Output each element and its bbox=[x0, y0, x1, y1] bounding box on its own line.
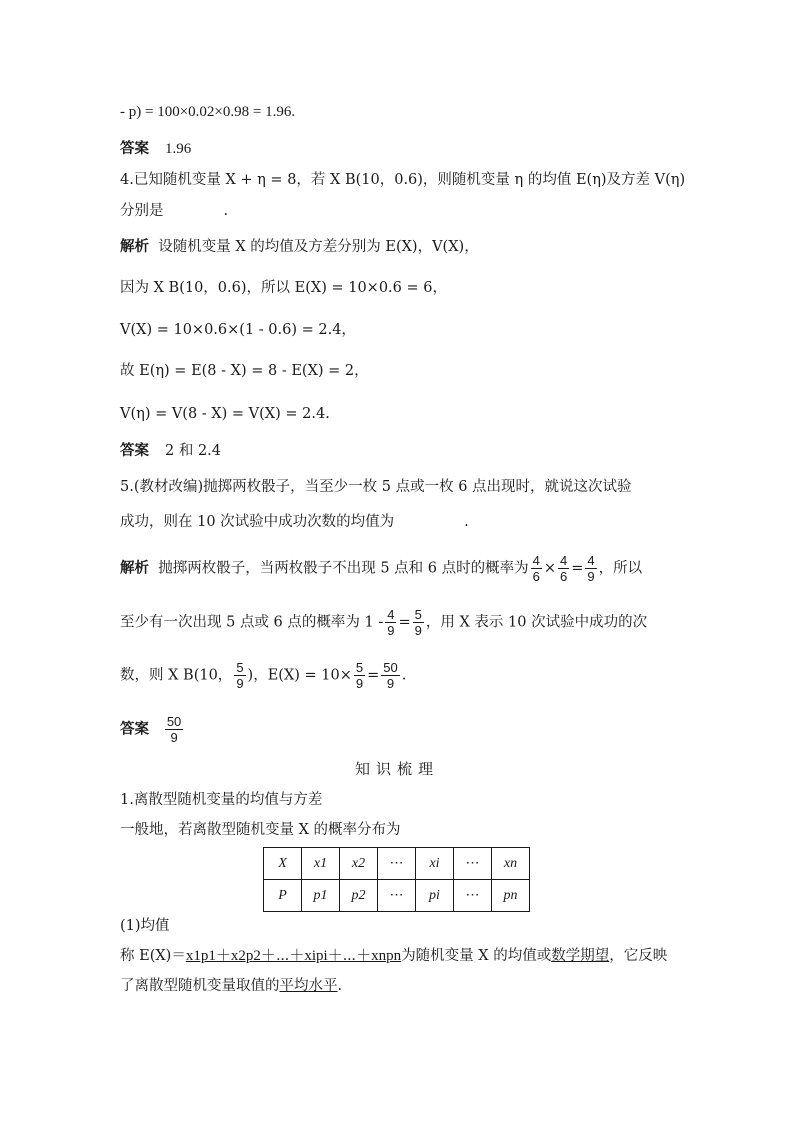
question-5: 5.(教材改编)抛掷两枚骰子，当至少一枚 5 点或一枚 6 点出现时，就说这次试验 bbox=[120, 479, 632, 495]
table-row: P p1 p2 ⋯ pi ⋯ pn bbox=[264, 880, 530, 912]
answer-label: 答案 bbox=[120, 140, 149, 157]
solution-end-line: - p) = 100×0.02×0.98 = 1.96. bbox=[120, 104, 296, 120]
subheading-1: 1.离散型随机变量的均值与方差 bbox=[120, 792, 323, 808]
fraction: $\frac{5}{9}$ bbox=[414, 607, 422, 638]
fraction: $\frac{4}{9}$ bbox=[587, 553, 595, 584]
term-underlined: 平均水平 bbox=[279, 978, 338, 994]
paragraph-distribution: 一般地，若离散型随机变量 X 的概率分布为 bbox=[120, 822, 401, 838]
paragraph-mean-definition-cont: 了离散型随机变量取值的平均水平. bbox=[120, 978, 343, 994]
solution-label: 解析 bbox=[120, 238, 149, 255]
solution-4-line2: 因为 X B(10，0.6)，所以 E(X) = 10×0.6 = 6， bbox=[120, 280, 447, 296]
fraction: $\frac{5}{9}$ bbox=[355, 660, 364, 691]
fraction: $\frac{50}{9}$ bbox=[383, 660, 398, 691]
solution-4-line5: V(η) = V(8 - X) = V(X) = 2.4. bbox=[120, 406, 330, 422]
answer-fraction: $\frac{50}{9}$ bbox=[166, 714, 182, 745]
answer-label: 答案 bbox=[120, 442, 149, 459]
answer-value: 1.96 bbox=[165, 141, 192, 157]
answer-4 bbox=[120, 441, 221, 461]
solution-5-line1: 解析 抛掷两枚骰子，当两枚骰子不出现 5 点和 6 点时的概率为 $\frac{4}{6}$ × $\frac{4}{6}$ = $\frac{4}{9}$ ，所以 bbox=[120, 553, 643, 584]
solution-4-line4: 故 E(η) = E(8 - X) = 8 - E(X) = 2， bbox=[120, 363, 369, 379]
fraction: $\frac{5}{9}$ bbox=[236, 660, 244, 691]
question-5-cont: 成功，则在 10 次试验中成功次数的均值为 . bbox=[120, 514, 469, 530]
question-4: 4.已知随机变量 X + η = 8，若 X B(10，0.6)，则随机变量 η 的均值 E(η)及方差 V(η) bbox=[120, 172, 686, 188]
formula-underlined: x1p1＋x2p2＋⋯＋xipi＋⋯＋xnpn bbox=[185, 948, 402, 964]
solution-4-line1: 解析 设随机变量 X 的均值及方差分别为 E(X)，V(X)， bbox=[120, 238, 479, 255]
fraction: $\frac{4}{9}$ bbox=[387, 607, 395, 638]
question-4-cont: 分别是 . bbox=[120, 203, 229, 219]
solution-5-line3: 数，则 X B(10， $\frac{5}{9}$ )，E(X) = 10× $\frac{5}{9}$ = $\frac{50}{9}$ . bbox=[120, 660, 407, 691]
fraction: $\frac{4}{6}$ bbox=[532, 553, 540, 584]
solution-5-line2: 至少有一次出现 5 点或 6 点的概率为 1 - $\frac{4}{9}$ = $\frac{5}{9}$ ，用 X 表示 10 次试验中成功的次 bbox=[120, 607, 648, 638]
answer-label: 答案 bbox=[120, 720, 149, 738]
term-underlined: 数学期望 bbox=[551, 948, 610, 964]
solution-4-line3: V(X) = 10×0.6×(1 - 0.6) = 2.4， bbox=[120, 322, 356, 338]
answer-5 bbox=[120, 714, 185, 745]
solution-label: 解析 bbox=[120, 559, 149, 577]
table-row: X x1 x2 ⋯ xi ⋯ xn bbox=[264, 848, 530, 880]
fraction: $\frac{4}{6}$ bbox=[560, 553, 568, 584]
subheading-mean: (1)均值 bbox=[120, 918, 170, 934]
answer-value: 2 和 2.4 bbox=[165, 443, 222, 459]
paragraph-mean-definition: 称 E(X)＝x1p1＋x2p2＋⋯＋xipi＋⋯＋xnpn为随机变量 X 的均值或数学期望，它反映 bbox=[120, 948, 668, 964]
section-heading: 知识梳理 bbox=[354, 760, 439, 778]
answer-3 bbox=[120, 139, 191, 159]
probability-distribution-table bbox=[263, 847, 530, 912]
